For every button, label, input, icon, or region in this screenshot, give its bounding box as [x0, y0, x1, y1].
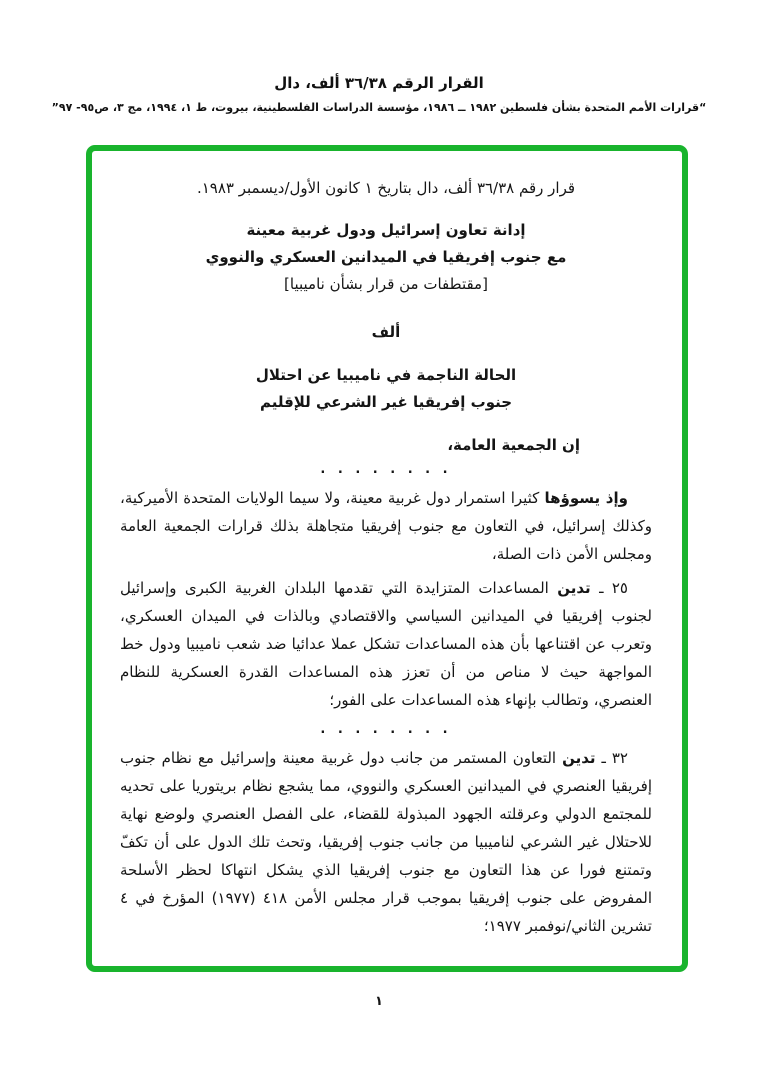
subheading-line-2: جنوب إفريقيا غير الشرعي للإقليم	[259, 393, 513, 411]
paragraph-32-lead: تدين	[562, 749, 596, 767]
paragraph-32-body: التعاون المستمر من جانب دول غربية معينة وإسرائيل مع نظام جنوب إفريقيا العنصري في الميدانين العسكري والنووي، مما يشجع نظام بريتوريا على تحديه للمجتمع الدولي وعرقلته الجهود المبذولة للقضاء، على الفصل العنصري ولوضع نهاية للاحتلال غير الشرعي لناميبيا من جانب جنوب إفريقيا، وتحث تلك الدول على أن تكفّ وتمتنع فورا عن هذا التعاون مع جنوب إفريقيا الذي يشكل انتهاكا لحظر الأسلحة المفروض على جنوب إفريقيا بموجب قرار مجلس الأمن ٤١٨ (١٩٧٧) المؤرخ في ٤ تشرين الثاني/نوفمبر ١٩٧٧؛	[120, 749, 652, 935]
doc-heading-line-2: مع جنوب إفريقيا في الميدانين العسكري والنووي	[205, 248, 567, 266]
paragraph-25	[120, 574, 652, 714]
preamble-lead: وإذ يسوؤها	[544, 489, 628, 507]
paragraph-25-body: المساعدات المتزايدة التي تقدمها البلدان الغربية الكبرى وإسرائيل لجنوب إفريقيا في الميدانين السياسي والاقتصادي وبالذات في الميدان العسكري، وتعرب عن اقتناعها بأن هذه المساعدات تشكل عملا عدائيا ضد شعب ناميبيا ودول خط المواجهة حيث لا مناص من أن تعزز هذه المساعدات القدرة العسكرية للنظام العنصري، وتطالب بإنهاء هذه المساعدات على الفور؛	[120, 579, 652, 709]
paragraph-25-number: ٢٥ ـ	[599, 579, 628, 597]
resolution-text	[120, 173, 652, 940]
dots-separator-2: . . . . . . . .	[320, 722, 452, 737]
paragraph-32	[120, 744, 652, 940]
page-number: ١	[375, 994, 383, 1009]
dots-separator-1: . . . . . . . .	[320, 462, 452, 477]
preamble-paragraph	[120, 484, 652, 568]
subheading-line-1: الحالة الناجمة في ناميبيا عن احتلال	[255, 366, 517, 384]
green-highlight-box	[86, 145, 688, 972]
doc-heading-line-1: إدانة تعاون إسرائيل ودول غربية معينة	[246, 221, 526, 239]
preamble-body: كثيرا استمرار دول غربية معينة، ولا سيما الولايات المتحدة الأميركية، وكذلك إسرائيل، في التعاون مع جنوب إفريقيا متجاهلة بذلك قرارات الجمعية العامة ومجلس الأمن ذات الصلة،	[120, 489, 652, 563]
source-citation: “قرارات الأمم المتحدة بشأن فلسطين ١٩٨٢ ــ ١٩٨٦، مؤسسة الدراسات الفلسطينية، بيروت، ط ١، ١٩٩٤، مج ٣، ص٩٥- ٩٧”	[51, 101, 707, 114]
resolution-date-line: قرار رقم ٣٦/٣٨ ألف، دال بتاريخ ١ كانون الأول/ديسمبر ١٩٨٣.	[196, 179, 576, 197]
paragraph-32-number: ٣٢ ـ	[601, 749, 628, 767]
page-title: القرار الرقم ٣٦/٣٨ ألف، دال	[274, 74, 484, 92]
section-letter: ألف	[371, 323, 401, 341]
doc-heading-note: [مقتطفات من قرار بشأن ناميبيا]	[284, 275, 488, 293]
preamble-intro: إن الجمعية العامة،	[447, 436, 580, 454]
paragraph-25-lead: تدين	[557, 579, 591, 597]
